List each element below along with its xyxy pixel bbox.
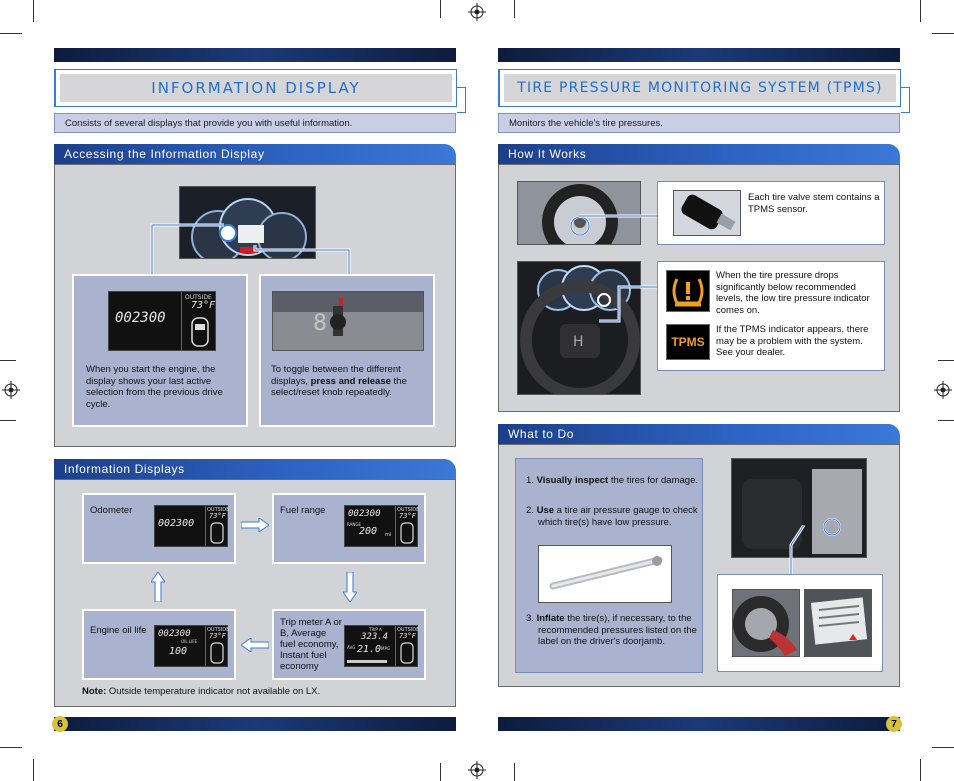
connector-lines [150, 220, 360, 280]
fuel-range-unit: mi [385, 532, 392, 538]
arrow-down-icon [343, 572, 357, 602]
registration-mark-icon [468, 761, 486, 779]
odometer-label: Odometer [90, 505, 133, 516]
engine-oil-label: Engine oil life [90, 625, 147, 636]
outside-label: OUTSIDE [397, 507, 420, 513]
footer-bar [498, 717, 900, 731]
odometer-value: 002300 [348, 509, 381, 519]
lcd-temp: 73°F [191, 300, 216, 311]
crop-mark [514, 763, 515, 781]
select-reset-knob-photo [272, 291, 424, 351]
odometer-value: 002300 [158, 629, 191, 639]
outside-temp: 73°F [399, 632, 416, 640]
outside-temp: 73°F [209, 632, 226, 640]
svg-text:8: 8 [313, 311, 327, 336]
crop-mark [440, 763, 441, 781]
card-start-engine-text: When you start the engine, the display shows your last active selection from the previous drive cycle. [86, 364, 223, 410]
section-how [498, 164, 900, 412]
tire-label-photo [804, 589, 872, 657]
section-header-what: What to Do [498, 424, 900, 444]
crop-mark [0, 747, 22, 748]
section-displays [54, 479, 456, 707]
crop-mark [0, 420, 16, 421]
crop-mark [514, 0, 515, 18]
lcd-odometer-value: 002300 [115, 310, 166, 326]
inflating-tire-photo [732, 589, 800, 657]
crop-mark [440, 0, 441, 18]
page-title: TIRE PRESSURE MONITORING SYSTEM (TPMS) [504, 74, 896, 102]
fuel-range-label: Fuel range [280, 505, 326, 516]
pressure-gauge-photo [538, 545, 672, 603]
crop-mark [938, 420, 954, 421]
steering-wheel-photo [517, 261, 641, 395]
arrow-left-icon [241, 638, 269, 652]
outside-temp: 73°F [399, 512, 416, 520]
card-steps [515, 458, 703, 673]
car-top-view-icon [209, 522, 225, 544]
title-bracket [457, 87, 466, 113]
note: Note: Outside temperature indicator not available on LX. [82, 686, 321, 697]
tpms-indicator-icon: TPMS [666, 324, 710, 360]
registration-mark-icon [934, 381, 952, 399]
page-title: INFORMATION DISPLAY [60, 74, 452, 102]
crop-mark [0, 360, 16, 361]
lcd-outside-label: OUTSIDE [185, 294, 212, 301]
crop-mark [33, 759, 34, 781]
car-top-view-icon [209, 642, 225, 664]
title-bracket [901, 87, 910, 113]
arrow-right-icon [241, 518, 269, 532]
car-top-view-icon [189, 316, 211, 348]
page-subtitle: Monitors the vehicle's tire pressures. [498, 113, 900, 133]
valve-stem-photo [673, 190, 741, 236]
page-number: 7 [886, 716, 902, 732]
low-pressure-text: When the tire pressure drops significantly below recommended levels, the low tire pressure indicator comes on. [716, 270, 870, 316]
oil-life-value: 100 [169, 646, 188, 657]
lcd-odometer [154, 505, 228, 547]
card-odometer [82, 493, 236, 564]
registration-mark-icon [2, 381, 20, 399]
avg-small-label: AVG [347, 645, 356, 650]
oil-life-small-label: OIL LIFE [181, 639, 198, 644]
car-top-view-icon [399, 522, 415, 544]
card-toggle [259, 274, 435, 427]
avg-fuel-value: 21.0 [357, 644, 382, 655]
outside-label: OUTSIDE [207, 627, 230, 633]
card-trip-meter [272, 609, 426, 680]
right-title-frame [498, 69, 901, 107]
registration-mark-icon [468, 3, 486, 21]
crop-mark [33, 0, 34, 22]
section-header-displays: Information Displays [54, 459, 456, 479]
trip-small-label: TRIP A [369, 627, 382, 632]
avg-unit: MPG [381, 646, 390, 651]
step-3: 3. Inflate the tire(s), if necessary, to the recommended pressures listed on the label on the driver's doorjamb. [526, 613, 697, 647]
step-2: 2. Use a tire air pressure gauge to check which tire(s) have low pressure. [526, 505, 698, 528]
section-header-how: How It Works [498, 144, 900, 164]
card-indicators [657, 261, 885, 371]
header-bar [54, 48, 456, 62]
trip-meter-label: Trip meter A or B, Average fuel economy, Instant fuel economy [280, 617, 342, 672]
card-start-engine [72, 274, 248, 427]
lcd-fuel-range [344, 505, 418, 547]
crop-mark [0, 33, 22, 34]
page-subtitle: Consists of several displays that provide you with useful information. [54, 113, 456, 133]
card-fuel-range [272, 493, 426, 564]
connector-line [599, 283, 659, 323]
header-bar [498, 48, 900, 62]
range-small-label: RANGE [347, 522, 361, 527]
trip-value: 323.4 [361, 632, 389, 642]
connector-line [579, 211, 659, 221]
lcd-trip-meter [344, 625, 418, 667]
card-inflate-photos [717, 574, 883, 672]
car-top-view-icon [399, 642, 415, 664]
crop-mark [920, 0, 921, 22]
fuel-range-value: 200 [359, 526, 378, 537]
lcd-engine-oil [154, 625, 228, 667]
left-title-frame [54, 69, 457, 107]
outside-label: OUTSIDE [207, 507, 230, 513]
crop-mark [920, 759, 921, 781]
section-header-accessing: Accessing the Information Display [54, 144, 456, 164]
step-1: 1. Visually inspect the tires for damage. [526, 475, 698, 486]
crop-mark [938, 360, 954, 361]
card-toggle-text: To toggle between the different displays, press and release the select/reset knob repeatedly. [271, 364, 407, 398]
low-tire-pressure-icon [666, 270, 710, 312]
crop-mark [932, 33, 954, 34]
svg-text:H: H [573, 334, 584, 350]
lcd-display [108, 291, 216, 351]
odometer-value: 002300 [158, 518, 195, 529]
section-what [498, 444, 900, 687]
valve-stem-text: Each tire valve stem contains a TPMS sensor. [748, 192, 880, 215]
page-number: 6 [52, 716, 68, 732]
outside-label: OUTSIDE [397, 627, 420, 633]
tpms-indicator-text: If the TPMS indicator appears, there may be a problem with the system. See your dealer. [716, 324, 869, 358]
footer-bar [54, 717, 456, 731]
card-valve-stem [657, 181, 885, 245]
section-accessing [54, 164, 456, 447]
crop-mark [932, 747, 954, 748]
outside-temp: 73°F [209, 512, 226, 520]
arrow-up-icon [151, 572, 165, 602]
card-engine-oil [82, 609, 236, 680]
